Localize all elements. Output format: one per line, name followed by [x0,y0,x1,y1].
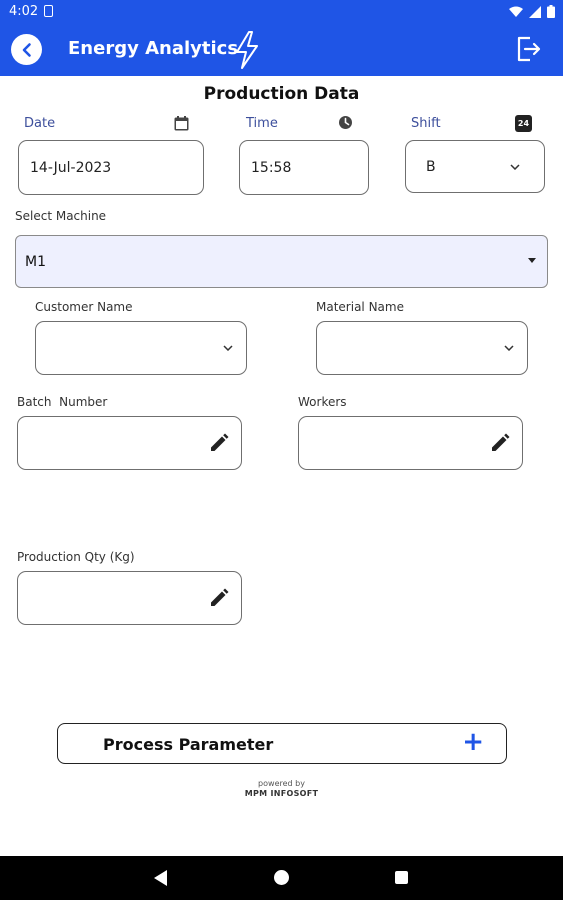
24-hour-icon[interactable]: 24 [515,115,532,132]
material-dropdown[interactable] [316,321,528,375]
chevron-down-icon [223,345,233,351]
clock-icon[interactable] [338,115,353,130]
process-parameter-label: Process Parameter [103,735,274,754]
batch-label: Batch Number [17,395,108,409]
lightning-bolt-icon [232,30,262,70]
cellular-icon [529,6,541,18]
machine-select[interactable] [15,235,548,288]
date-label: Date [24,116,56,131]
nav-back-icon[interactable] [154,870,168,886]
nav-home-icon[interactable] [274,870,289,885]
batch-number-input[interactable] [17,416,242,470]
process-parameter-button[interactable] [57,723,507,764]
production-qty-input[interactable] [17,571,242,625]
status-icons [509,5,555,18]
production-qty-label: Production Qty (Kg) [17,550,135,564]
workers-input[interactable] [298,416,523,470]
shift-label: Shift [411,116,441,131]
battery-icon [547,5,555,18]
sim-icon [44,5,53,17]
machine-value: M1 [25,254,46,270]
date-field[interactable] [18,140,204,195]
page-title: Production Data [203,84,360,104]
pencil-icon[interactable] [490,433,510,453]
time-field[interactable] [239,140,369,195]
logout-icon [517,36,541,62]
app-title: Energy Analytics [68,38,239,59]
powered-by-text: powered by [258,779,305,788]
calendar-icon[interactable] [174,116,189,131]
status-bar [0,0,563,24]
time-label: Time [246,116,278,131]
brand-logo: MPM INFOSOFT [244,789,319,798]
back-button[interactable] [11,34,42,65]
workers-label: Workers [298,395,347,409]
wifi-icon [509,6,523,18]
chevron-down-icon [510,164,520,170]
chevron-down-icon [504,345,514,351]
pencil-icon[interactable] [209,588,229,608]
time-value: 15:58 [251,159,292,176]
status-time: 4:02 [9,4,39,19]
nav-recents-icon[interactable] [395,871,408,884]
pencil-icon[interactable] [209,433,229,453]
customer-label: Customer Name [35,300,133,314]
date-value: 14-Jul-2023 [30,159,112,176]
app-bar [0,24,563,76]
back-arrow-icon [19,42,35,58]
customer-dropdown[interactable] [35,321,247,375]
navigation-bar [0,856,563,900]
shift-value: B [426,158,436,175]
shift-dropdown[interactable] [405,140,545,193]
material-label: Material Name [316,300,404,314]
logout-button[interactable] [517,36,541,66]
machine-label: Select Machine [15,209,107,223]
dropdown-caret-icon [528,258,536,263]
plus-icon: + [462,727,484,757]
